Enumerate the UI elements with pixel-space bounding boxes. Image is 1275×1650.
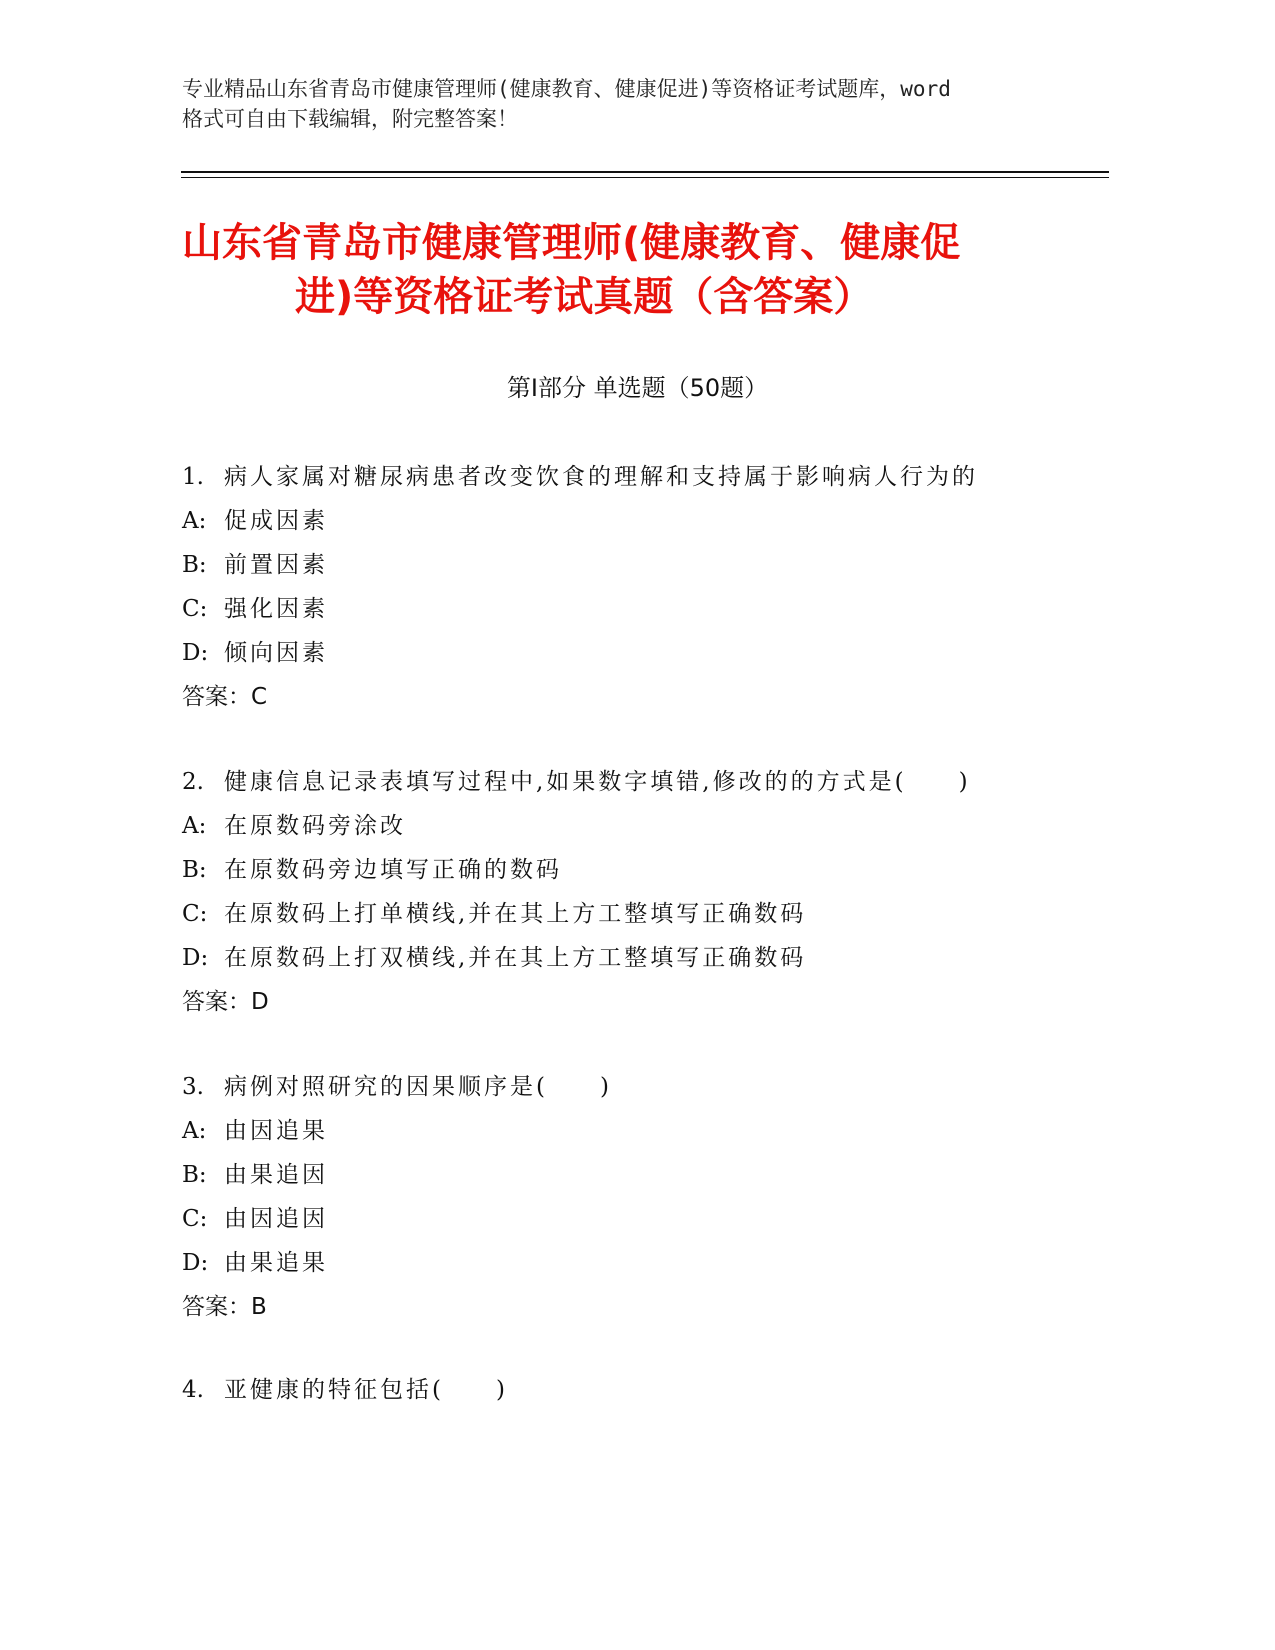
question-number: 2.: [182, 769, 204, 795]
question-number: 1.: [182, 464, 204, 490]
header-note: [182, 74, 1062, 134]
question-number: 3.: [182, 1074, 204, 1100]
option-text: 强化因素: [224, 596, 328, 622]
question-stem: [182, 1065, 1082, 1109]
document-title: [182, 216, 1082, 324]
header-note-line-1: 专业精品山东省青岛市健康管理师(健康教育、健康促进)等资格证考试题库，word: [182, 77, 951, 101]
option-key: C:: [182, 901, 208, 927]
option-key: D:: [182, 1250, 209, 1276]
option-text: 倾向因素: [224, 640, 328, 666]
option-c: [182, 587, 1082, 631]
question-text: 健康信息记录表填写过程中,如果数字填错,修改的的方式是( ): [224, 769, 971, 795]
option-text: 由果追因: [224, 1162, 328, 1188]
header-note-line-2: 格式可自由下载编辑，附完整答案！: [182, 107, 518, 131]
option-key: B:: [182, 552, 207, 578]
option-b: [182, 543, 1082, 587]
answer: 答案：D: [182, 989, 269, 1015]
answer: 答案：B: [182, 1294, 267, 1320]
question-stem: [182, 760, 1082, 804]
option-c: [182, 892, 1082, 936]
option-text: 由因追果: [224, 1118, 328, 1144]
option-key: B:: [182, 857, 207, 883]
question-text: 病例对照研究的因果顺序是( ): [224, 1074, 612, 1100]
option-b: [182, 1153, 1082, 1197]
question-2: [182, 760, 1082, 1024]
option-a: [182, 804, 1082, 848]
question-stem: [182, 1368, 1082, 1412]
option-key: B:: [182, 1162, 207, 1188]
option-a: [182, 499, 1082, 543]
option-c: [182, 1197, 1082, 1241]
option-key: D:: [182, 640, 209, 666]
answer: 答案：C: [182, 684, 268, 710]
option-key: A:: [182, 508, 207, 534]
option-b: [182, 848, 1082, 892]
option-text: 由因追因: [224, 1206, 328, 1232]
option-text: 由果追果: [224, 1250, 328, 1276]
option-key: A:: [182, 1118, 207, 1144]
option-text: 促成因素: [224, 508, 328, 534]
question-3: [182, 1065, 1082, 1329]
option-key: D:: [182, 945, 209, 971]
option-text: 在原数码上打单横线,并在其上方工整填写正确数码: [224, 901, 807, 927]
document-title-line-1: 山东省青岛市健康管理师(健康教育、健康促: [182, 220, 961, 266]
section-heading: 第Ⅰ部分 单选题（50题）: [506, 374, 769, 402]
question-number: 4.: [182, 1377, 204, 1403]
option-a: [182, 1109, 1082, 1153]
question-1: [182, 455, 1082, 719]
question-stem: [182, 455, 1082, 499]
option-d: [182, 631, 1082, 675]
option-text: 在原数码上打双横线,并在其上方工整填写正确数码: [224, 945, 807, 971]
header-divider-thin: [181, 177, 1109, 178]
header-divider-thick: [181, 171, 1109, 173]
question-text: 病人家属对糖尿病患者改变饮食的理解和支持属于影响病人行为的: [224, 464, 978, 490]
option-text: 在原数码旁边填写正确的数码: [224, 857, 562, 883]
question-text: 亚健康的特征包括( ): [224, 1377, 508, 1403]
option-key: C:: [182, 596, 208, 622]
document-title-line-2: 进)等资格证考试真题（含答案）: [295, 274, 874, 320]
option-d: [182, 1241, 1082, 1285]
question-4: [182, 1368, 1082, 1412]
option-text: 前置因素: [224, 552, 328, 578]
option-key: A:: [182, 813, 207, 839]
option-text: 在原数码旁涂改: [224, 813, 406, 839]
option-key: C:: [182, 1206, 208, 1232]
option-d: [182, 936, 1082, 980]
